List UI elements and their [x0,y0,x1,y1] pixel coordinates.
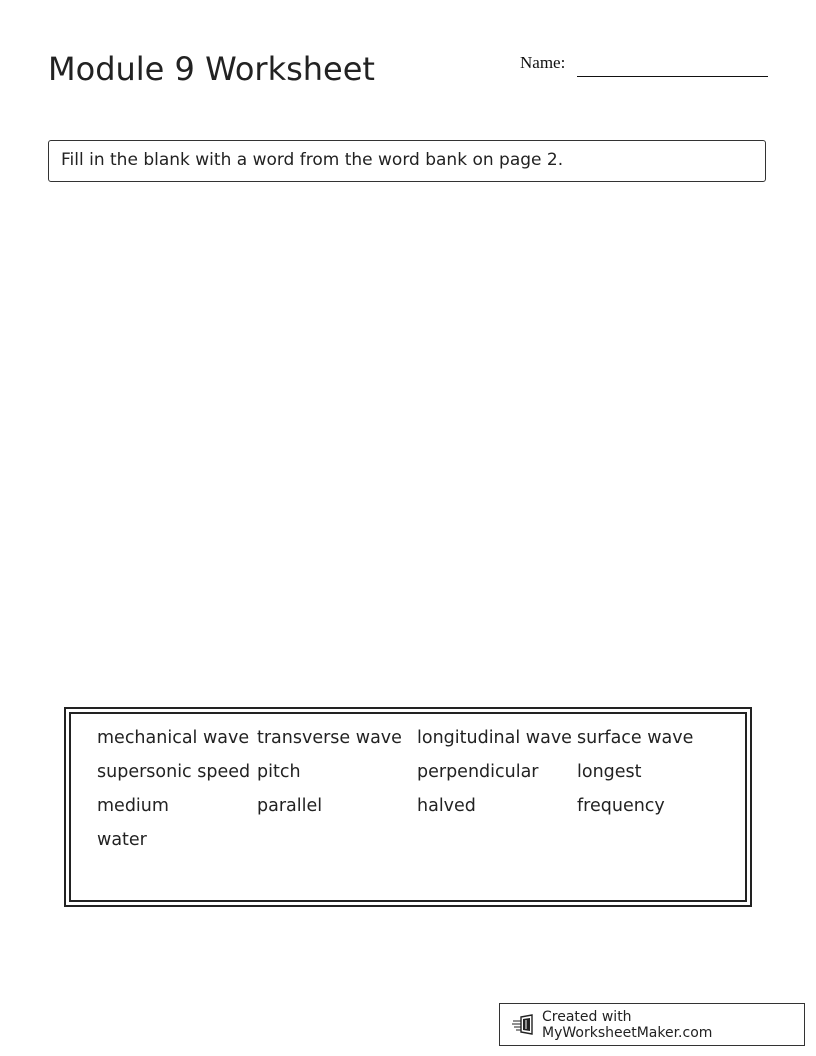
word-bank-item: mechanical wave [97,728,250,748]
word-bank-grid [97,726,745,852]
word-bank-item: medium [97,796,169,816]
name-blank-line[interactable] [577,76,768,77]
footer-text: Created with MyWorksheetMaker.com [542,1008,713,1041]
word-bank [64,707,752,907]
footer-credit[interactable] [499,1003,805,1046]
instructions-text: Fill in the blank with a word from the word bank on page 2. [61,150,564,170]
word-bank-item: pitch [257,762,301,782]
word-bank-item: water [97,830,147,850]
word-bank-inner-border [69,712,747,902]
word-bank-item: perpendicular [417,762,539,782]
name-label: Name: [520,53,566,72]
word-bank-item: longest [577,762,642,782]
page-title: Module 9 Worksheet [48,50,375,88]
instructions-box [48,140,766,182]
word-bank-item: parallel [257,796,323,816]
word-bank-item: supersonic speed [97,762,251,782]
worksheet-maker-logo-icon [512,1014,536,1036]
word-bank-item: transverse wave [257,728,402,748]
word-bank-item: longitudinal wave [417,728,572,748]
word-bank-item: halved [417,796,476,816]
word-bank-item: frequency [577,796,665,816]
word-bank-item: surface wave [577,728,694,748]
name-field [520,53,770,79]
